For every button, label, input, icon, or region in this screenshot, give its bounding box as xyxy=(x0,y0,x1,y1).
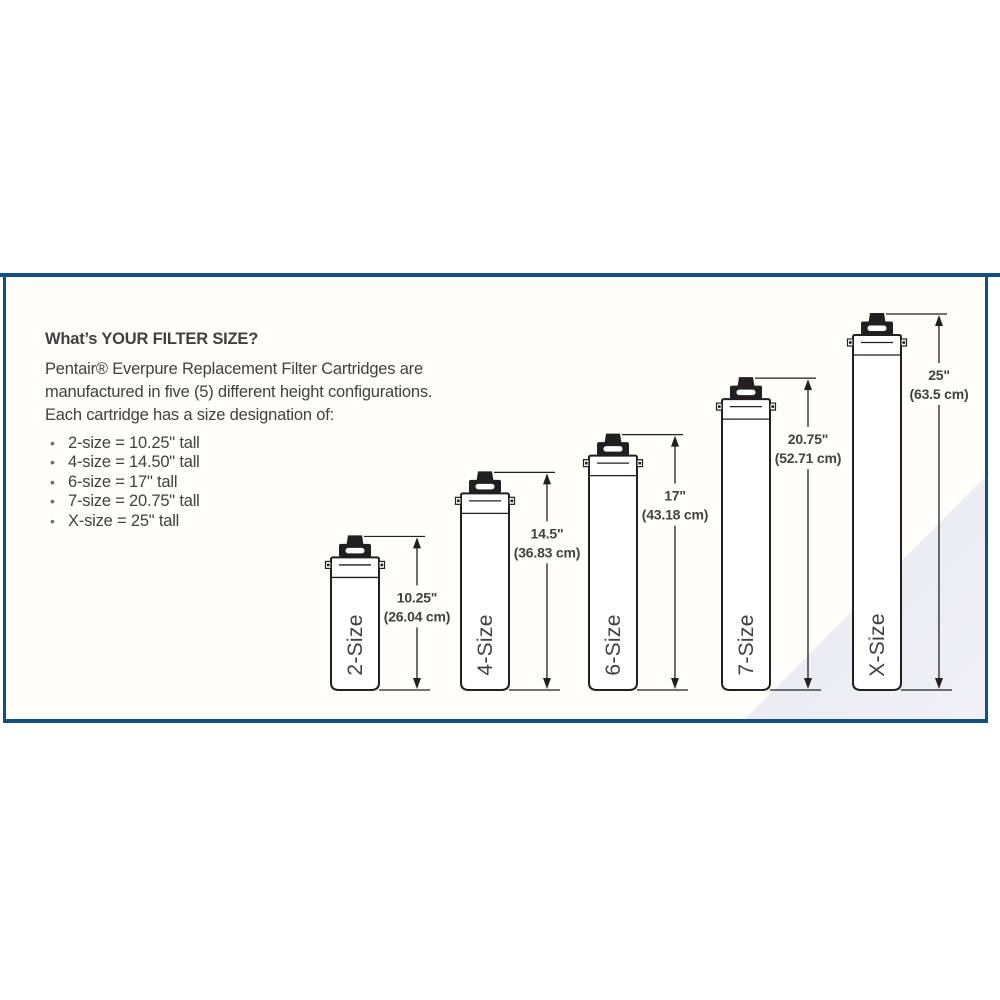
mounting-tab-pin xyxy=(381,564,384,567)
mounting-tab-pin xyxy=(585,462,588,465)
cap-nub xyxy=(605,434,622,444)
mounting-tab-pin xyxy=(772,405,775,408)
cap-nub xyxy=(869,313,886,323)
cap-slot xyxy=(476,484,495,490)
mounting-tab-pin xyxy=(327,564,330,567)
mounting-tab-pin xyxy=(849,341,852,344)
cap-slot xyxy=(346,548,365,554)
mounting-tab-pin xyxy=(718,405,721,408)
arrowhead-down-icon xyxy=(671,678,679,689)
filter-size-label: 7-Size xyxy=(735,614,758,676)
cap-nub xyxy=(347,535,364,545)
filter-size-label: 6-Size xyxy=(602,614,625,676)
size-list-item: • 2-size = 10.25" tall xyxy=(45,434,475,453)
cap-slot xyxy=(604,446,623,452)
cap-slot xyxy=(737,390,756,396)
arrowhead-up-icon xyxy=(935,315,943,326)
size-list xyxy=(45,434,475,531)
filter-size-label: X-Size xyxy=(866,613,889,677)
dimension-label-cm: (26.04 cm) xyxy=(383,608,451,625)
filter-figure-7-size xyxy=(717,377,842,690)
filter-figure-6-size xyxy=(584,434,709,690)
arrowhead-down-icon xyxy=(543,678,551,689)
size-list-item: • X-size = 25" tall xyxy=(45,512,475,531)
mounting-tab-pin xyxy=(639,462,642,465)
filter-size-label: 2-Size xyxy=(344,614,367,676)
dimension-label-inches: 17" xyxy=(664,487,686,504)
size-list-item: • 4-size = 14.50" tall xyxy=(45,453,475,472)
filter-figure-2-size xyxy=(326,535,451,690)
arrowhead-up-icon xyxy=(804,379,812,390)
dimension-label-inches: 10.25" xyxy=(396,589,438,606)
filter-size-label: 4-Size xyxy=(474,614,497,676)
arrowhead-up-icon xyxy=(671,436,679,447)
arrowhead-up-icon xyxy=(543,473,551,484)
intro-block xyxy=(45,330,475,531)
intro-line-1: Pentair® Everpure Replacement Filter Cartridges are xyxy=(45,360,423,378)
arrowhead-down-icon xyxy=(935,678,943,689)
arrowhead-up-icon xyxy=(413,537,421,548)
dimension-label-cm: (52.71 cm) xyxy=(774,450,842,467)
arrowhead-down-icon xyxy=(804,678,812,689)
dimension-label-inches: 20.75" xyxy=(787,431,829,448)
intro-line-2: manufactured in five (5) different height configurations. xyxy=(45,383,433,401)
size-list-item: • 6-size = 17" tall xyxy=(45,473,475,492)
page-title: What’s YOUR FILTER SIZE? xyxy=(45,330,259,348)
mounting-tab-pin xyxy=(903,341,906,344)
dimension-label-inches: 14.5" xyxy=(530,525,564,542)
dimension-label-inches: 25" xyxy=(928,367,950,383)
arrowhead-down-icon xyxy=(413,678,421,689)
filter-figure-x-size xyxy=(848,313,969,690)
dimension-label-cm: (63.5 cm) xyxy=(909,386,969,402)
cap-nub xyxy=(738,377,755,387)
dimension-label-cm: (43.18 cm) xyxy=(641,506,709,523)
size-list-item: • 7-size = 20.75" tall xyxy=(45,492,475,511)
dimension-label-cm: (36.83 cm) xyxy=(513,544,581,561)
cap-slot xyxy=(868,326,887,332)
mounting-tab-pin xyxy=(511,500,514,503)
cap-nub xyxy=(477,471,494,481)
intro-line-3: Each cartridge has a size designation of: xyxy=(45,406,334,424)
